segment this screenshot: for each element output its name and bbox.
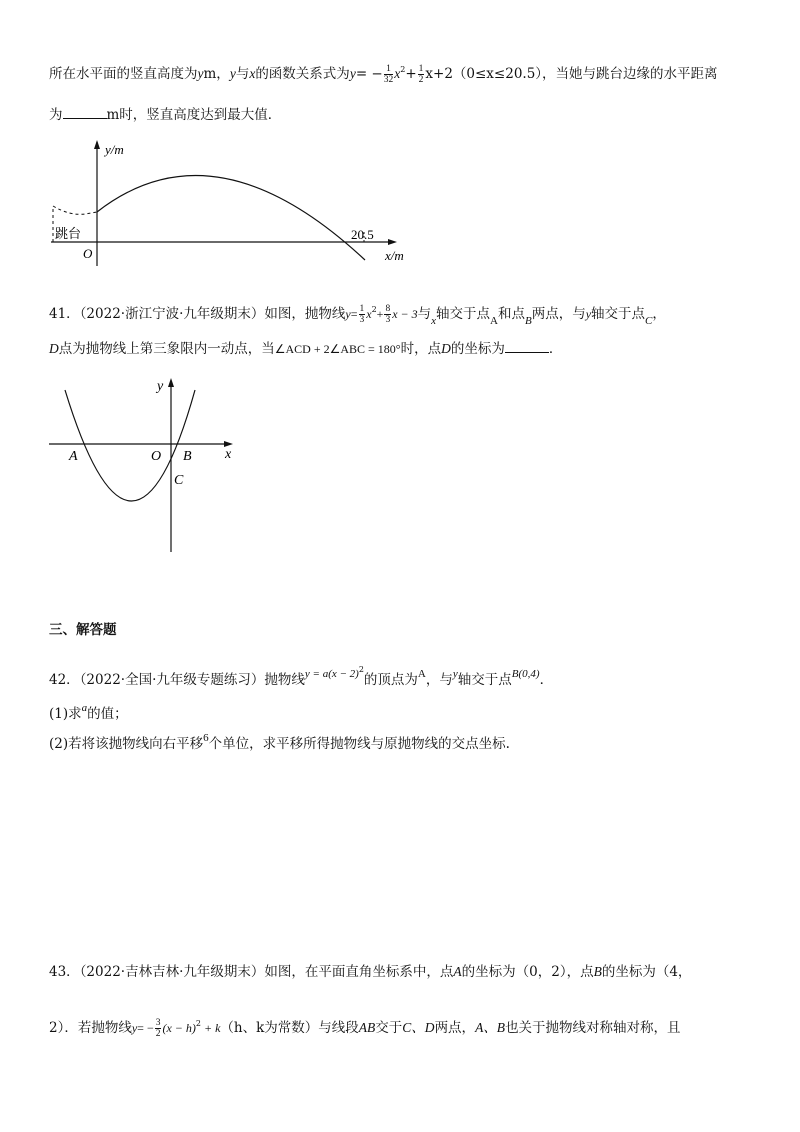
origin-label: O bbox=[151, 449, 162, 464]
fraction-1-2: $\frac{1}{2}$ bbox=[418, 64, 424, 85]
y-axis-label: y bbox=[157, 379, 164, 394]
fraction-8-3: $\frac{8}{3}$ bbox=[385, 304, 391, 325]
point-A-label: A bbox=[69, 449, 78, 464]
point-C-label: C bbox=[174, 473, 184, 488]
platform-label: 跳台 bbox=[55, 226, 82, 241]
q41-graph bbox=[45, 376, 245, 556]
q41-line1: 41．（2022·浙江宁波·九年级期末）如图，抛物线y= $\frac{1}{3}$ $x^2+$ $\frac{8}{3}$ x − 3与$_x$轴交于点$_A$和点$_B$两点，与y轴交于点$_C$， bbox=[49, 304, 666, 327]
q43-line2: 2）．若抛物线y= − $\frac{3}{2}$ $(x - h)^2 + k(h$、k为常数）与线段AB交于C、D两点，A、B也关于抛物线对称轴对称，且 bbox=[49, 1018, 681, 1039]
q40-line1: 所在水平面的竖直高度为ym，y与x的函数关系式为y= − $\frac{1}{32}$ $x^2+$ $\frac{1}{2}$ x+2（0≤x≤20.5），当她与跳台边缘的水平距离 bbox=[49, 64, 718, 85]
x-axis-label: x bbox=[225, 447, 232, 462]
point-B-label: B bbox=[183, 449, 192, 464]
x-axis-label: x/m bbox=[385, 248, 404, 263]
y-axis-arrow bbox=[94, 140, 100, 149]
section-title: 三、解答题 bbox=[49, 622, 117, 638]
y-axis-label: y/m bbox=[105, 142, 124, 157]
q42-part2: (2)若将该抛物线向右平移$^6$个单位，求平移所得抛物线与原抛物线的交点坐标. bbox=[49, 732, 510, 752]
q42-part1: (1)求$^a$的值； bbox=[49, 702, 128, 722]
end-value-label: 20.5 bbox=[351, 227, 374, 242]
q40-line2: 为 m时，竖直高度达到最大值． bbox=[49, 104, 281, 125]
q43-line1: 43．（2022·吉林吉林·九年级期末）如图，在平面直角坐标系中，点A的坐标为（0，2），点B的坐标为（4， bbox=[49, 964, 692, 980]
origin-label: O bbox=[83, 246, 93, 261]
answer-blank[interactable] bbox=[505, 338, 549, 353]
fraction-1-32: $\frac{1}{32}$ bbox=[383, 64, 394, 85]
answer-blank[interactable] bbox=[63, 104, 107, 119]
q41-line2: D点为抛物线上第三象限内一动点，当∠ACD + 2∠ABC = 180°时，点D的坐标为 ． bbox=[49, 338, 562, 359]
fraction-1-3: $\frac{1}{3}$ bbox=[359, 304, 365, 325]
x-axis-arrow bbox=[388, 239, 397, 245]
q42-line1: 42．（2022·全国·九年级专题练习）抛物线$^{y = a(x - 2)2}$的顶点为$^A$，与$^y$轴交于点$^{B(0,4)}$． bbox=[49, 665, 554, 688]
y-axis-arrow bbox=[168, 378, 174, 387]
fraction-3-2: $\frac{3}{2}$ bbox=[155, 1018, 161, 1039]
q40-graph bbox=[45, 140, 415, 268]
trajectory-curve bbox=[97, 176, 365, 260]
